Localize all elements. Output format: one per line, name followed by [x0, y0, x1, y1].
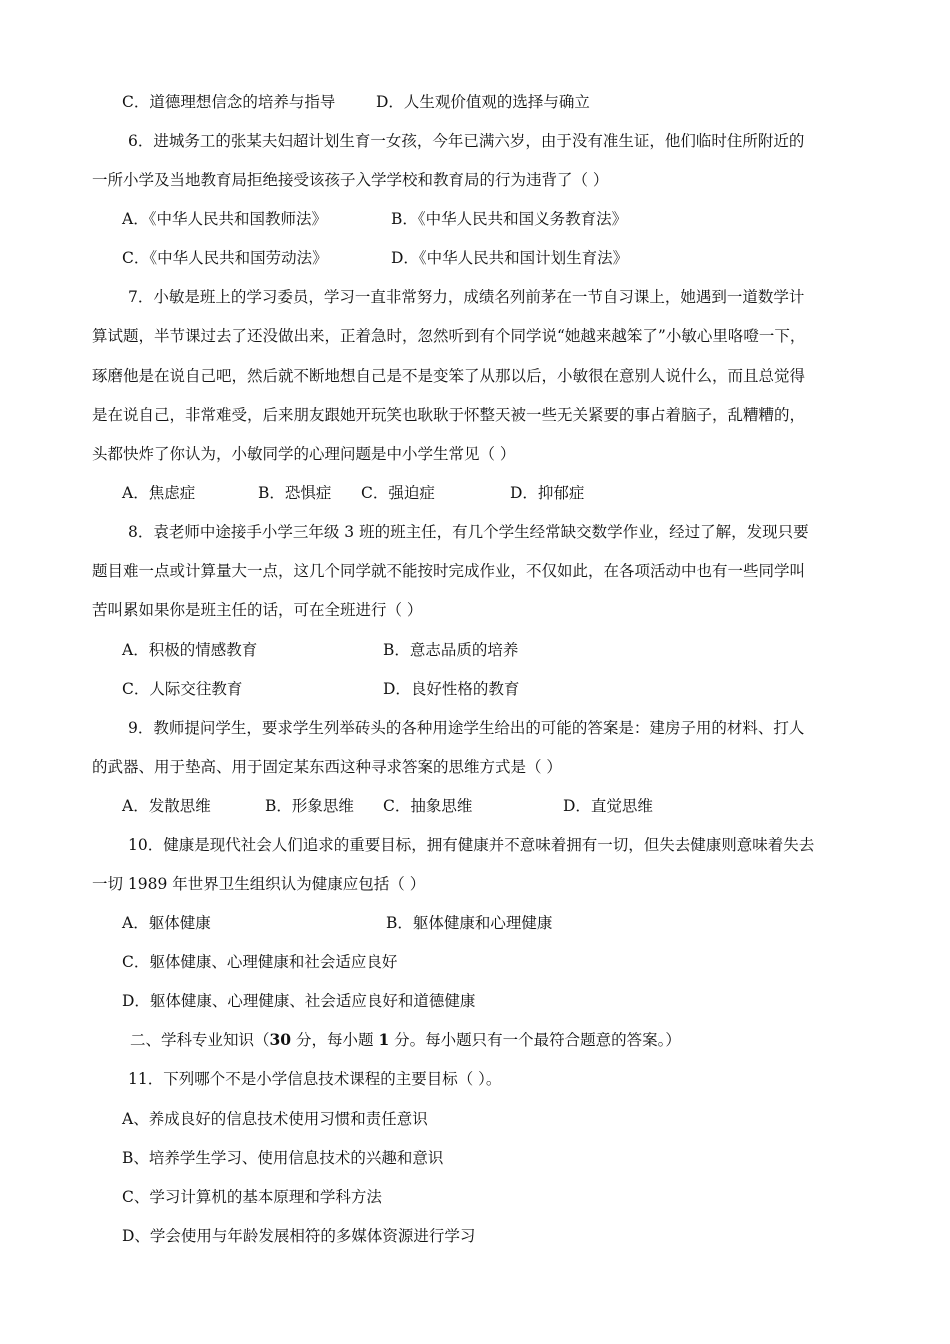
q11-option-d: D、学会使用与年龄发展相符的多媒体资源进行学习	[122, 1227, 476, 1245]
q7-stem-line3: 琢磨他是在说自己吧，然后就不断地想自己是不是变笨了从那以后，小敏很在意别人说什么，而且总觉得	[92, 367, 806, 385]
q9-option-b: B．形象思维	[265, 797, 354, 815]
section-heading-mid: 分，每小题	[291, 1031, 379, 1049]
q7-option-a: A．焦虑症	[122, 484, 196, 502]
q6-option-c: C．《中华人民共和国劳动法》	[122, 249, 328, 267]
q5-option-d: D．人生观价值观的选择与确立	[376, 93, 590, 111]
q7-option-c: C．强迫症	[361, 484, 435, 502]
q6-stem-line1: 6．进城务工的张某夫妇超计划生育一女孩，今年已满六岁，由于没有准生证，他们临时住所附近的	[128, 132, 805, 150]
q10-option-c: C．躯体健康、心理健康和社会适应良好	[122, 953, 398, 971]
q7-stem-line2: 算试题，半节课过去了还没做出来，正着急时，忽然听到有个同学说“她越来越笨了”小敏心里咯噔一下，	[92, 327, 806, 345]
q10-option-d: D．躯体健康、心理健康、社会适应良好和道德健康	[122, 992, 476, 1010]
q6-option-b: B．《中华人民共和国义务教育法》	[391, 210, 628, 228]
q7-option-b: B．恐惧症	[258, 484, 332, 502]
q6-stem-line2: 一所小学及当地教育局拒绝接受该孩子入学学校和教育局的行为违背了（ ）	[92, 171, 609, 189]
q11-option-b: B、培养学生学习、使用信息技术的兴趣和意识	[122, 1149, 444, 1167]
section-points-each: 1	[378, 1030, 390, 1049]
q8-option-d: D．良好性格的教育	[383, 680, 520, 698]
q11-stem-line1: 11．下列哪个不是小学信息技术课程的主要目标（ ）。	[128, 1070, 502, 1088]
q9-option-a: A．发散思维	[122, 797, 211, 815]
q7-stem-line5: 头都快炸了你认为，小敏同学的心理问题是中小学生常见（ ）	[92, 445, 516, 463]
q11-option-a: A、养成良好的信息技术使用习惯和责任意识	[122, 1110, 428, 1128]
q8-option-b: B．意志品质的培养	[383, 641, 519, 659]
q9-option-d: D．直觉思维	[563, 797, 653, 815]
section-total-points: 30	[269, 1030, 292, 1049]
q8-option-c: C．人际交往教育	[122, 680, 243, 698]
q8-stem-line3: 苦叫累如果你是班主任的话，可在全班进行（ ）	[92, 601, 423, 619]
q6-option-d: D．《中华人民共和国计划生育法》	[391, 249, 629, 267]
q5-option-c: C．道德理想信念的培养与指导	[122, 93, 336, 111]
q8-stem-line2: 题目难一点或计算量大一点，这几个同学就不能按时完成作业，不仅如此，在各项活动中也有一些同学叫	[92, 562, 806, 580]
section-heading-suffix: 分。每小题只有一个最符合题意的答案。）	[389, 1031, 681, 1049]
q11-option-c: C、学习计算机的基本原理和学科方法	[122, 1188, 382, 1206]
q7-option-d: D．抑郁症	[510, 484, 585, 502]
q9-stem-line2: 的武器、用于垫高、用于固定某东西这种寻求答案的思维方式是（ ）	[92, 758, 562, 776]
section-heading-prefix: 二、学科专业知识（	[130, 1031, 270, 1049]
q7-stem-line4: 是在说自己，非常难受，后来朋友跟她开玩笑也耿耿于怀整天被一些无关紧要的事占着脑子，乱糟糟的，	[92, 406, 806, 424]
q10-stem-line2: 一切 1989 年世界卫生组织认为健康应包括（ ）	[92, 875, 426, 893]
q10-option-b: B．躯体健康和心理健康	[386, 914, 553, 932]
q9-stem-line1: 9．教师提问学生，要求学生列举砖头的各种用途学生给出的可能的答案是：建房子用的材料、打人	[128, 719, 805, 737]
q6-option-a: A．《中华人民共和国教师法》	[122, 210, 327, 228]
section-heading	[130, 1030, 681, 1050]
q10-stem-line1: 10．健康是现代社会人们追求的重要目标，拥有健康并不意味着拥有一切，但失去健康则意味着失去	[128, 836, 815, 854]
q8-option-a: A．积极的情感教育	[122, 641, 258, 659]
q9-option-c: C．抽象思维	[383, 797, 473, 815]
q7-stem-line1: 7．小敏是班上的学习委员，学习一直非常努力，成绩名列前茅在一节自习课上，她遇到一道数学计	[128, 288, 805, 306]
q8-stem-line1: 8．袁老师中途接手小学三年级 3 班的班主任，有几个学生经常缺交数学作业，经过了解，发现只要	[128, 523, 809, 541]
q10-option-a: A．躯体健康	[122, 914, 211, 932]
